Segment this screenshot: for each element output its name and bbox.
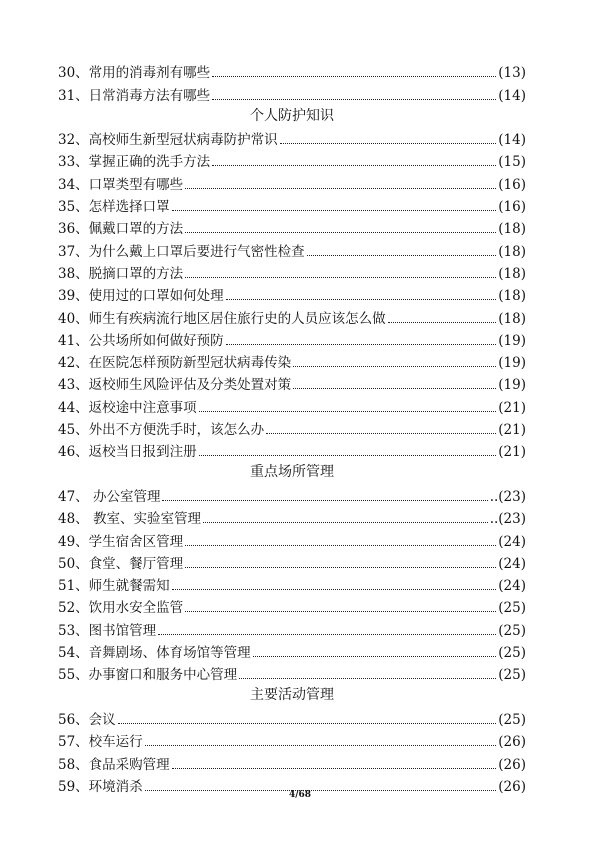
toc-entry[interactable] bbox=[58, 372, 526, 394]
toc-entry[interactable] bbox=[58, 216, 526, 238]
dot-leader bbox=[253, 656, 497, 657]
toc-entry-page: (15) bbox=[498, 154, 526, 171]
toc-entry-page: (18) bbox=[498, 265, 526, 282]
toc-entry-page: (18) bbox=[498, 310, 526, 327]
toc-entry-title: 57、校车运行 bbox=[58, 734, 143, 751]
section-heading: 主要活动管理 bbox=[250, 687, 334, 704]
toc-entry-page: (26) bbox=[498, 734, 526, 751]
toc-entry-page: (25) bbox=[498, 667, 526, 684]
dot-leader bbox=[172, 768, 497, 769]
toc-entry[interactable] bbox=[58, 350, 526, 372]
toc-entry-page: (19) bbox=[498, 332, 526, 349]
toc-entry[interactable] bbox=[58, 82, 526, 104]
dot-leader bbox=[118, 723, 497, 724]
toc-entry-page: ..(23) bbox=[489, 488, 526, 505]
dot-leader bbox=[226, 344, 497, 345]
toc-entry-title: 53、图书馆管理 bbox=[58, 622, 157, 639]
toc-entry-page: (16) bbox=[498, 199, 526, 216]
dot-leader bbox=[185, 545, 496, 546]
toc-entry-page: (18) bbox=[498, 243, 526, 260]
dot-leader bbox=[212, 99, 496, 100]
dot-leader bbox=[185, 232, 496, 233]
toc-entry[interactable] bbox=[58, 484, 526, 506]
toc-entry[interactable] bbox=[58, 171, 526, 193]
dot-leader bbox=[239, 678, 496, 679]
toc-entry-page: (25) bbox=[498, 600, 526, 617]
toc-entry[interactable] bbox=[58, 573, 526, 595]
toc-entry-page: (14) bbox=[498, 132, 526, 149]
toc-entry-title: 37、为什么戴上口罩后要进行气密性检查 bbox=[58, 243, 305, 260]
toc-entry-title: 52、饮用水安全监管 bbox=[58, 600, 184, 617]
dot-leader bbox=[203, 522, 488, 523]
toc-entry-title: 49、学生宿舍区管理 bbox=[58, 533, 184, 550]
dot-leader bbox=[158, 634, 496, 635]
toc-entry-page: (26) bbox=[498, 756, 526, 773]
toc-entry-page: (26) bbox=[498, 778, 526, 795]
toc-entry[interactable] bbox=[58, 127, 526, 149]
toc-entry[interactable] bbox=[58, 261, 526, 283]
toc-entry[interactable] bbox=[58, 595, 526, 617]
dot-leader bbox=[185, 277, 496, 278]
toc-entry-title: 54、音舞剧场、体育场馆等管理 bbox=[58, 645, 251, 662]
toc-entry[interactable] bbox=[58, 194, 526, 216]
toc-entry-title: 59、环境消杀 bbox=[58, 778, 143, 795]
toc-entry[interactable] bbox=[58, 328, 526, 350]
toc-entry-title: 32、高校师生新型冠状病毒防护常识 bbox=[58, 132, 278, 149]
toc-entry-page: (18) bbox=[498, 221, 526, 238]
toc-entry-page: (19) bbox=[498, 355, 526, 372]
dot-leader bbox=[199, 411, 497, 412]
toc-entry-title: 47、 办公室管理 bbox=[58, 488, 161, 505]
dot-leader bbox=[172, 210, 497, 211]
dot-leader bbox=[185, 611, 496, 612]
toc-entry-title: 38、脱摘口罩的方法 bbox=[58, 265, 184, 282]
dot-leader bbox=[199, 455, 497, 456]
toc-entry-page: ..(23) bbox=[489, 511, 526, 528]
toc-entry-page: (24) bbox=[498, 555, 526, 572]
toc-entry[interactable] bbox=[58, 394, 526, 416]
toc-entry[interactable] bbox=[58, 551, 526, 573]
toc-entry[interactable] bbox=[58, 439, 526, 461]
dot-leader bbox=[162, 500, 487, 501]
toc-entry-title: 44、返校途中注意事项 bbox=[58, 399, 197, 416]
page-number: 4/68 bbox=[288, 790, 312, 800]
toc-entry[interactable] bbox=[58, 149, 526, 171]
toc-entry[interactable] bbox=[58, 238, 526, 260]
toc-entry-page: (19) bbox=[498, 377, 526, 394]
dot-leader bbox=[212, 165, 496, 166]
dot-leader bbox=[185, 567, 496, 568]
toc-entry[interactable] bbox=[58, 751, 526, 773]
toc-entry-title: 42、在医院怎样预防新型冠状病毒传染 bbox=[58, 355, 292, 372]
toc-entry-page: (14) bbox=[498, 87, 526, 104]
toc-entry-title: 41、公共场所如何做好预防 bbox=[58, 332, 224, 349]
toc-entry-page: (25) bbox=[498, 711, 526, 728]
toc-entry-page: (21) bbox=[498, 444, 526, 461]
toc-entry[interactable] bbox=[58, 60, 526, 82]
dot-leader bbox=[226, 299, 497, 300]
toc-entry-title: 30、常用的消毒剂有哪些 bbox=[58, 65, 211, 82]
toc-entry-title: 45、外出不方便洗手时，该怎么办 bbox=[58, 422, 265, 439]
toc-entry-title: 39、使用过的口罩如何处理 bbox=[58, 288, 224, 305]
dot-leader bbox=[388, 322, 497, 323]
dot-leader bbox=[266, 433, 496, 434]
toc-entry-page: (24) bbox=[498, 578, 526, 595]
toc-entry-title: 55、办事窗口和服务中心管理 bbox=[58, 667, 238, 684]
toc-entry-page: (18) bbox=[498, 288, 526, 305]
toc-entry-title: 36、佩戴口罩的方法 bbox=[58, 221, 184, 238]
toc-entry[interactable] bbox=[58, 640, 526, 662]
dot-leader bbox=[280, 143, 497, 144]
toc-entry-page: (21) bbox=[498, 399, 526, 416]
toc-entry-page: (24) bbox=[498, 533, 526, 550]
toc-entry[interactable] bbox=[58, 305, 526, 327]
toc-entry-page: (16) bbox=[498, 176, 526, 193]
toc-entry-title: 34、口罩类型有哪些 bbox=[58, 176, 184, 193]
toc-entry-page: (13) bbox=[498, 65, 526, 82]
toc-entry-title: 43、返校师生风险评估及分类处置对策 bbox=[58, 377, 292, 394]
dot-leader bbox=[293, 388, 496, 389]
toc-entry[interactable] bbox=[58, 417, 526, 439]
section-heading: 重点场所管理 bbox=[250, 464, 334, 481]
toc-entry-title: 48、 教室、实验室管理 bbox=[58, 511, 201, 528]
toc-entry[interactable] bbox=[58, 283, 526, 305]
toc-entry-title: 46、返校当日报到注册 bbox=[58, 444, 197, 461]
toc-entry[interactable] bbox=[58, 707, 526, 729]
toc-entry[interactable] bbox=[58, 729, 526, 751]
table-of-contents bbox=[58, 60, 526, 796]
dot-leader bbox=[212, 76, 496, 77]
toc-entry[interactable] bbox=[58, 506, 526, 528]
toc-entry[interactable] bbox=[58, 528, 526, 550]
dot-leader bbox=[307, 255, 497, 256]
dot-leader bbox=[293, 366, 496, 367]
toc-entry-title: 31、日常消毒方法有哪些 bbox=[58, 87, 211, 104]
toc-entry-title: 51、师生就餐需知 bbox=[58, 578, 170, 595]
toc-entry-title: 40、师生有疾病流行地区居住旅行史的人员应该怎么做 bbox=[58, 310, 386, 327]
toc-entry-title: 50、食堂、餐厅管理 bbox=[58, 555, 184, 572]
toc-entry-title: 58、食品采购管理 bbox=[58, 756, 170, 773]
toc-entry-title: 56、会议 bbox=[58, 711, 116, 728]
toc-entry-title: 33、掌握正确的洗手方法 bbox=[58, 154, 211, 171]
dot-leader bbox=[185, 188, 496, 189]
toc-entry-page: (21) bbox=[498, 422, 526, 439]
dot-leader bbox=[145, 745, 497, 746]
toc-entry[interactable] bbox=[58, 617, 526, 639]
dot-leader bbox=[172, 589, 497, 590]
toc-entry-title: 35、怎样选择口罩 bbox=[58, 199, 170, 216]
section-heading: 个人防护知识 bbox=[250, 107, 334, 124]
toc-entry[interactable] bbox=[58, 662, 526, 684]
toc-entry-page: (25) bbox=[498, 622, 526, 639]
toc-entry-page: (25) bbox=[498, 645, 526, 662]
